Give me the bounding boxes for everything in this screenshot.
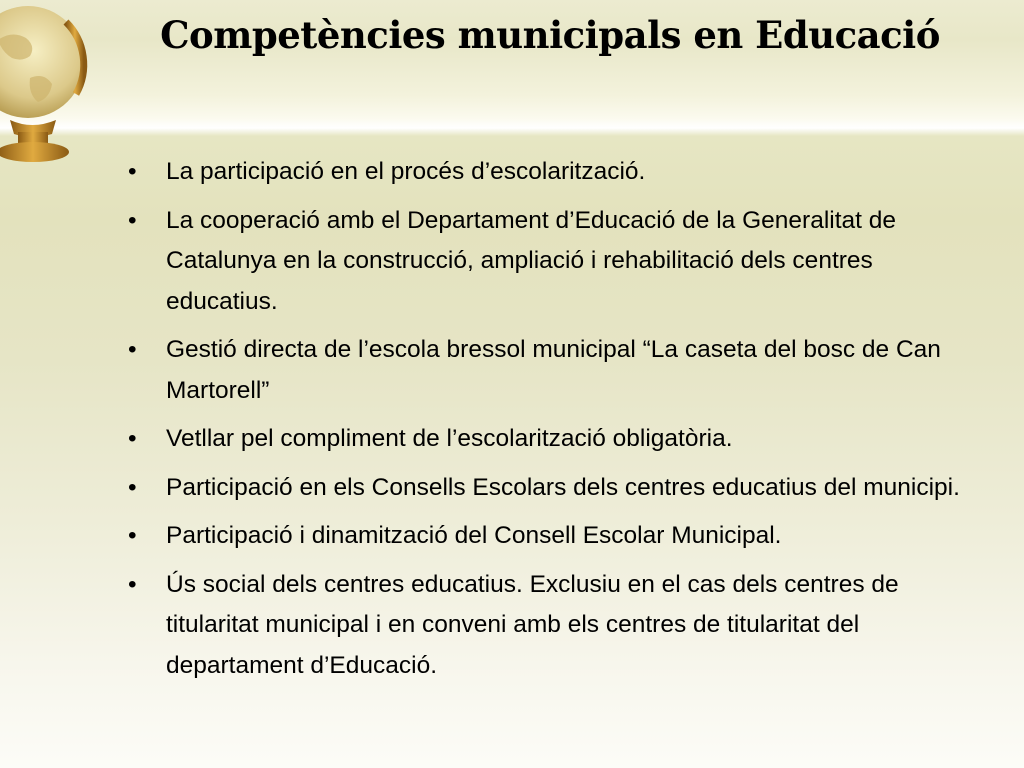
bullet-marker: • [128, 336, 137, 363]
bullet-marker: • [128, 473, 137, 501]
list-item-text: Gestió directa de l’escola bressol municipal “La caseta del bosc de Can Martorell” [166, 336, 941, 404]
bullet-marker: • [128, 158, 137, 185]
bullet-marker: • [128, 206, 137, 234]
bullet-marker: • [128, 570, 137, 598]
list-item-text: La cooperació amb el Departament d’Educació de la Generalitat de Catalunya en la construcció, ampliació i rehabilitació dels centres educatius. [166, 206, 896, 315]
bullet-marker: • [128, 522, 137, 549]
list-item [124, 201, 964, 323]
list-item-text: Participació en els Consells Escolars dels centres educatius del municipi. [166, 473, 960, 501]
list-item [124, 516, 964, 557]
list-item [124, 152, 964, 193]
list-item-text: Participació i dinamització del Consell Escolar Municipal. [166, 522, 782, 549]
list-item [124, 565, 964, 687]
bullet-marker: • [128, 425, 137, 452]
globe-icon [0, 0, 100, 170]
bullet-list [124, 152, 964, 694]
list-item-text: La participació en el procés d’escolarització. [166, 158, 646, 185]
list-item-text: Ús social dels centres educatius. Exclusiu en el cas dels centres de titularitat municipal i en conveni amb els centres de titularitat del departament d’Educació. [166, 570, 899, 679]
slide-title: Competències municipals en Educació [160, 13, 940, 57]
list-item-text: Vetllar pel compliment de l’escolarització obligatòria. [166, 425, 733, 452]
list-item [124, 330, 964, 411]
list-item [124, 468, 964, 509]
list-item [124, 419, 964, 460]
